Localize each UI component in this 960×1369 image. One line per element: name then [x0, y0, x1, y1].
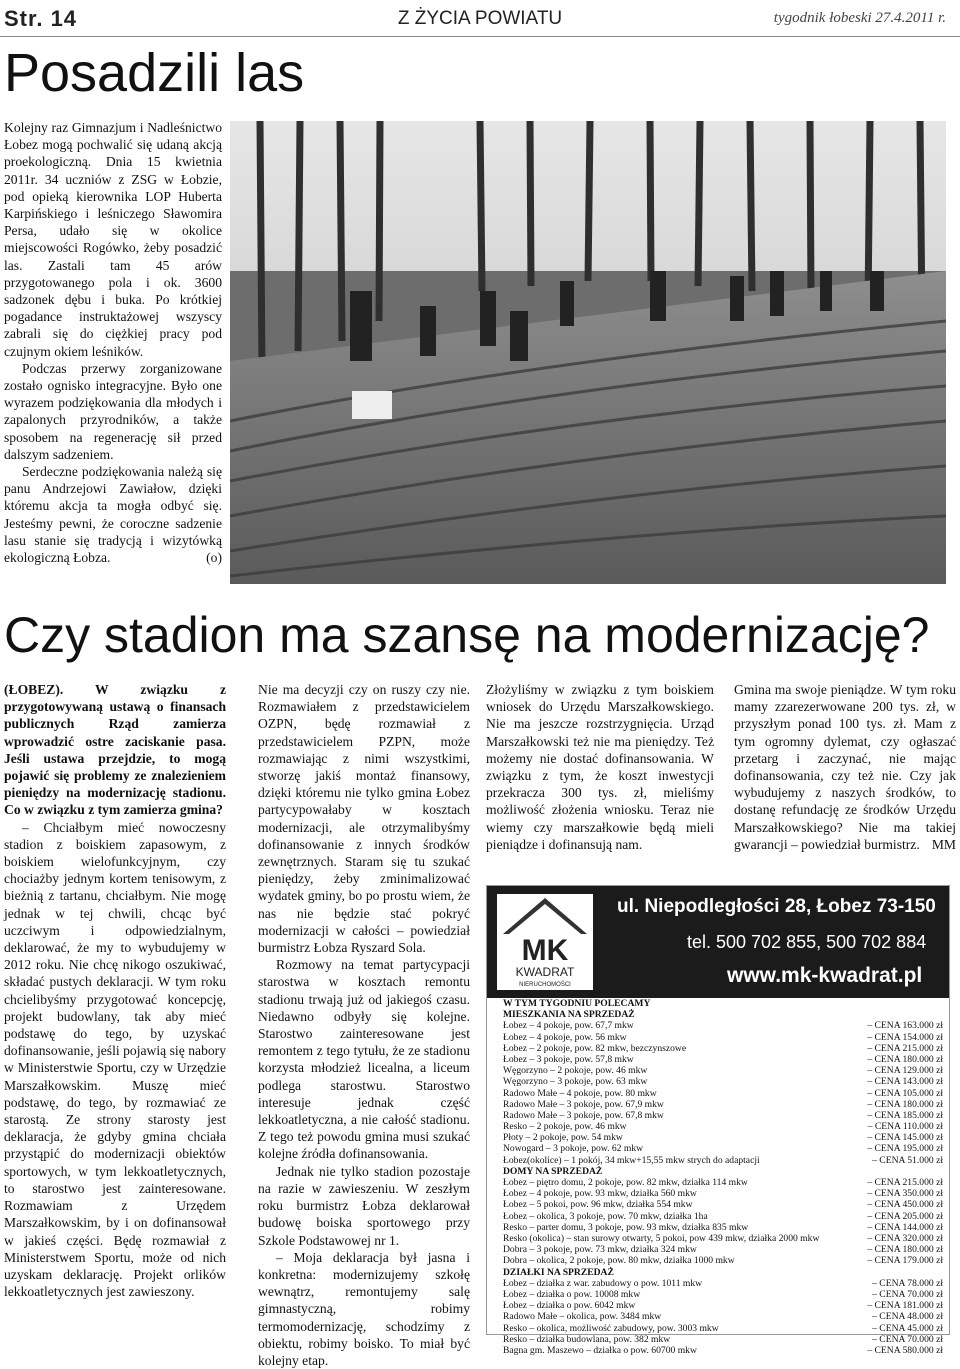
- paragraph: Złożyliśmy w związku z tym boiskiem wniosek do Urzędu Marszałkowskiego. Nie ma jeszcze rozstrzygnięcia. Urząd Marszałkowski też nie ma pieniędzy. Też możemy nie dostać dofinansowania. W związku z tym, że koszt inwestycji przekracza 300 tys. zł, mieliśmy możliwość złożenia wniosku. Teraz nie wiemy czy marszałkowie będą mieli pieniądze i dofinansują nam.: [486, 682, 714, 852]
- logo: [497, 894, 593, 990]
- article-body: [486, 681, 714, 853]
- listing-price: – CENA 105.000 zł: [867, 1087, 943, 1099]
- listing-description: Resko – 2 pokoje, pow. 46 mkw: [503, 1121, 627, 1133]
- listing-description: Dobra – okolica, 2 pokoje, pow. 80 mkw, działka 1000 mkw: [503, 1255, 735, 1267]
- listing-description: Radowo Małe – 3 pokoje, pow. 67,8 mkw: [503, 1109, 664, 1121]
- page-number: Str. 14: [4, 6, 78, 31]
- paragraph: Serdeczne podziękowania należą się panu Andrzejowi Zawiałow, dzięki któremu akcja ta mogła odbyć się. Jesteśmy pewni, że coroczne sadzenie lasu stanie się tradycją i wizytówką ekologiczną Łobza.: [4, 464, 222, 566]
- listing-price: – CENA 110.000 zł: [867, 1121, 943, 1133]
- article-body: [258, 681, 470, 1369]
- listing-description: Radowo Małe – okolica, pow. 3484 mkw: [503, 1311, 662, 1323]
- listing-price: – CENA 350.000 zł: [867, 1188, 943, 1200]
- issue-date: tygodnik łobeski 27.4.2011 r.: [773, 10, 946, 26]
- listing-row: [503, 1177, 943, 1188]
- listing-description: Nowogard – 3 pokoje, pow. 62 mkw: [503, 1143, 644, 1155]
- page-header: [0, 0, 960, 37]
- signature: MM: [931, 837, 956, 853]
- listing-row: [503, 1255, 943, 1266]
- listing-description: Łobez(okolice) – 1 pokój, 34 mkw+15,55 mkw strych do adaptacji: [503, 1154, 760, 1166]
- article-body: [4, 119, 222, 566]
- listing-description: Łobez – 4 pokoje, pow. 67,7 mkw: [503, 1020, 634, 1032]
- listing-row: [503, 1020, 943, 1031]
- listing-description: Bagna gm. Maszewo – działka o pow. 60700 mkw: [503, 1344, 697, 1356]
- listing-description: Resko – działka budowlana, pow. 382 mkw: [503, 1333, 671, 1345]
- listing-row: [503, 1155, 943, 1166]
- listing-row: [503, 1289, 943, 1300]
- listing-price: – CENA 450.000 zł: [867, 1199, 943, 1211]
- paragraph: – Chciałbym mieć nowoczesny stadion z boiskiem zapasowym, z boiskiem wielofunkcyjnym, czy chociażby jednym kortem tenisowym, z bieżnią z tartanu, chciałbym. Nie mogę jednak w tej chwili, chcąc być uczciwym i odpowiedzialnym, deklarować, że my to wybudujemy w 2012 roku. Nie chcę nikogo oszukiwać, składać pustych deklaracji. W tym roku chcielibyśmy przygotować koncepcję, projekt budowlany, tak aby mieć podstawę do tego, by uzyskać dofinansowanie, jeśli pojawią się nabory w Ministerstwie Sportu, czy w Urzędzie Marszałkowskim. Muszę mieć podstawę, do tego, by rozmawiać ze starostą. Ze strony starosty jest deklaracja, że gdyby gmina chciała przystąpić do modernizacji obiektów sportowych, w tym lekkoatletycznych, to starostwo jest zainteresowane. Rozmawiam z Urzędem Marszałkowskim, by i on dofinansował w jakieś części. Będę rozmawiał z Ministerstwem Sportu, może od nich uzyskam deklarację. Projekt orlików lekkoatletycznych jest zawieszony.: [4, 819, 226, 1300]
- listing-row: [503, 1054, 943, 1065]
- listing-price: – CENA 215.000 zł: [867, 1042, 943, 1054]
- listing-price: – CENA 580.000 zł: [867, 1344, 943, 1356]
- listing-row: [503, 1199, 943, 1210]
- paragraph: Rozmowy na temat partycypacji starostwa w kosztach remontu stadionu trwają już od jakiegoś czasu. Niedawno odbyły się kolejne. Starostwo zainteresowane jest remontem z tego tytułu, że ze stadionu korzysta młodzież licealna, a liceum podlega starostwu. Starostwo interesuje jednak część lekkoatletyczna, a nie całość stadionu. Z tego też powodu gmina musi szukać kolejne źródła dofinansowania.: [258, 957, 470, 1162]
- listing-price: – CENA 320.000 zł: [867, 1232, 943, 1244]
- listing-description: Łobez – działka o pow. 10008 mkw: [503, 1288, 641, 1300]
- listing-description: Płoty – 2 pokoje, pow. 54 mkw: [503, 1132, 623, 1144]
- paragraph: – Moja deklaracja był jasna i konkretna: modernizujemy szkołę wewnątrz, remontujemy salę gimnastyczną, robimy termomodernizację, schodzimy z obiektu, robimy boisko. To miał być kolejny etap.: [258, 1249, 470, 1368]
- listing-row: [503, 1088, 943, 1099]
- listing-row: [503, 1278, 943, 1289]
- listing-row: [503, 1311, 943, 1322]
- listing: [503, 998, 943, 1356]
- lead-paragraph: (ŁOBEZ). W związku z przygotowywaną ustawą o finansach publicznych Rząd zamierza wprowadzić ostre zaciskanie pasa. Jeśli ustawa przejdzie, to mogą pojawić się problemy ze znalezieniem pieniędzy na modernizację stadionu. Co w związku z tym zamierza gmina?: [4, 682, 226, 818]
- listing-price: – CENA 180.000 zł: [867, 1098, 943, 1110]
- listing-price: – CENA 181.000 zł: [867, 1300, 943, 1312]
- listing-description: Węgorzyno – 3 pokoje, pow. 63 mkw: [503, 1076, 648, 1088]
- listing-price: – CENA 51.000 zł: [872, 1154, 943, 1166]
- article-body: [4, 681, 226, 1300]
- listing-price: – CENA 180.000 zł: [867, 1053, 943, 1065]
- listing-heading: W TYM TYGODNIU POLECAMY: [503, 998, 651, 1009]
- listing-description: Łobez – piętro domu, 2 pokoje, pow. 82 mkw, działka 114 mkw: [503, 1177, 748, 1189]
- article-title: Posadzili las: [4, 43, 305, 103]
- listing-row: [503, 1121, 943, 1132]
- listing-price: – CENA 215.000 zł: [867, 1177, 943, 1189]
- listing-price: – CENA 195.000 zł: [867, 1143, 943, 1155]
- listing-row: [503, 1132, 943, 1143]
- paragraph: Podczas przerwy zorganizowane zostało ognisko integracyjne. Było one wyrazem podziękowania dla młodych i zapalonych przyrodników, a także sposobem na regenerację sił przed dalszym sadzeniem.: [4, 360, 222, 462]
- ad-header: [487, 886, 949, 998]
- real-estate-ad: [486, 885, 950, 1356]
- listing-row: [503, 1065, 943, 1076]
- listing-price: – CENA 154.000 zł: [867, 1031, 943, 1043]
- listing-price: – CENA 205.000 zł: [867, 1210, 943, 1222]
- flats-list: [503, 1020, 943, 1165]
- listing-price: – CENA 179.000 zł: [867, 1255, 943, 1267]
- listing-price: – CENA 180.000 zł: [867, 1244, 943, 1256]
- listing-row: [503, 1099, 943, 1110]
- photo-image: [230, 121, 946, 584]
- listing-row: [503, 1334, 943, 1345]
- listing-description: Dobra – 3 pokoje, pow. 73 mkw, działka 324 mkw: [503, 1244, 697, 1256]
- logo-subtext: KWADRAT: [515, 965, 575, 979]
- listing-section: MIESZKANIA NA SPRZEDAŻ: [503, 1009, 635, 1021]
- listing-price: – CENA 45.000 zł: [872, 1322, 943, 1334]
- ad-address: ul. Niepodległości 28, Łobez 73-150: [617, 896, 936, 917]
- listing-description: Łobez – 3 pokoje, pow. 57,8 mkw: [503, 1053, 634, 1065]
- listing-price: – CENA 143.000 zł: [867, 1076, 943, 1088]
- logo-subtext: NIERUCHOMOŚCI: [519, 982, 571, 988]
- plots-list: [503, 1278, 943, 1356]
- listing-description: Łobez – działka z war. zabudowy o pow. 1011 mkw: [503, 1277, 703, 1289]
- logo-text: MK: [521, 934, 569, 967]
- listing-price: – CENA 145.000 zł: [867, 1132, 943, 1144]
- ad-website[interactable]: www.mk-kwadrat.pl: [727, 964, 923, 987]
- forest-photo: [230, 121, 946, 584]
- article-body: [734, 681, 956, 853]
- paragraph: Kolejny raz Gimnazjum i Nadleśnictwo Łobez mogą pochwalić się udaną akcją proekologiczną. Dnia 15 kwietnia 2011r. 34 uczniów z ZSG w Łobzie, pod opieką kierownika LOP Huberta Karpińskiego i leśniczego Sławomira Persa, udało się w okolice miejscowości Rogówko, żeby posadzić las. Zastali tam 45 arów przygotowanego pola i ok. 3600 sadzonek dębu i buka. Po krótkiej pogadance instruktażowej wszyscy zabrali się do ciężkiej pracy pod czujnym okiem leśników.: [4, 120, 222, 359]
- signature: (o): [206, 550, 222, 566]
- listing-description: Łobez – działka o pow. 6042 mkw: [503, 1300, 636, 1312]
- listing-price: – CENA 163.000 zł: [867, 1020, 943, 1032]
- listing-description: Radowo Małe – 4 pokoje, pow. 80 mkw: [503, 1087, 657, 1099]
- listing-row: [503, 1323, 943, 1334]
- listing-section: DZIAŁKI NA SPRZEDAŻ: [503, 1266, 614, 1278]
- listing-price: – CENA 144.000 zł: [867, 1221, 943, 1233]
- listing-price: – CENA 129.000 zł: [867, 1065, 943, 1077]
- listing-description: Węgorzyno – 2 pokoje, pow. 46 mkw: [503, 1065, 648, 1077]
- listing-description: Resko (okolica) – stan surowy otwarty, 5 pokoi, pow 439 mkw, działka 2000 mkw: [503, 1232, 820, 1244]
- listing-description: Radowo Małe – 3 pokoje, pow. 67,9 mkw: [503, 1098, 664, 1110]
- listing-row: [503, 1143, 943, 1154]
- listing-price: – CENA 48.000 zł: [872, 1311, 943, 1323]
- listing-price: – CENA 78.000 zł: [872, 1277, 943, 1289]
- section-title: Z ŻYCIA POWIATU: [397, 8, 563, 29]
- listing-row: [503, 1043, 943, 1054]
- listing-description: Łobez – okolica, 3 pokoje, pow. 70 mkw, działka 1ha: [503, 1210, 708, 1222]
- article-title: Czy stadion ma szansę na modernizację?: [4, 607, 930, 663]
- listing-section: DOMY NA SPRZEDAŻ: [503, 1165, 603, 1177]
- listing-row: [503, 1244, 943, 1255]
- listing-row: [503, 1032, 943, 1043]
- listing-description: Łobez – 4 pokoje, pow. 93 mkw, działka 560 mkw: [503, 1188, 697, 1200]
- listing-row: [503, 1188, 943, 1199]
- listing-description: Łobez – 5 pokoi, pow. 96 mkw, działka 554 mkw: [503, 1199, 693, 1211]
- listing-price: – CENA 185.000 zł: [867, 1109, 943, 1121]
- paragraph: Jednak nie tylko stadion pozostaje na razie w zawieszeniu. W zeszłym roku burmistrz Łobza deklarował budowę boiska sportowego przy Szkole Podstawowej nr 1.: [258, 1163, 470, 1248]
- listing-row: [503, 1076, 943, 1087]
- listing-row: [503, 1300, 943, 1311]
- listing-row: [503, 1211, 943, 1222]
- paragraph: Nie ma decyzji czy on ruszy czy nie. Rozmawiałem z przedstawicielem OZPN, będę rozmawiał z przedstawicielem PZPN, może rozmawiając z nimi wszystkimi, stworzę jakiś montaż finansowy, dzięki któremu nie tylko gmina Łobez partycypowałaby w kosztach modernizacji, ale otrzymalibyśmy dofinansowanie z innych środków zewnętrznych. Staram się tu szukać pieniędzy, żeby zminimalizować wydatek gminy, bo po prostu wiem, że nas nie będzie stać pokryć modernizacji w całości – powiedział burmistrz Łobza Ryszard Sola.: [258, 682, 470, 956]
- listing-description: Łobez – 2 pokoje, pow. 82 mkw, bezczynszowe: [503, 1042, 687, 1054]
- listing-description: Resko – parter domu, 3 pokoje, pow. 93 mkw, działka 835 mkw: [503, 1221, 749, 1233]
- ad-phone: tel. 500 702 855, 500 702 884: [687, 932, 927, 952]
- listing-row: [503, 1345, 943, 1356]
- listing-row: [503, 1222, 943, 1233]
- listing-price: – CENA 70.000 zł: [872, 1333, 943, 1345]
- paragraph: Gmina ma swoje pieniądze. W tym roku mamy zzarezerwowane 200 tys. zł, w przyszłym ponad 100 tys. zł. Mam z tym ogromny dylemat, czy ogłaszać przetarg i zaczynać, nie mając dofinansowania, czy też nie. Czy jak wybudujemy z naszych środków, to dostanę refundację ze środków Urzędu Marszałkowskiego? Nie ma takiej gwarancji – powiedział burmistrz.: [734, 682, 956, 852]
- listing-price: – CENA 70.000 zł: [872, 1288, 943, 1300]
- houses-list: [503, 1177, 943, 1267]
- listing-row: [503, 1233, 943, 1244]
- listing-row: [503, 1110, 943, 1121]
- listing-description: Łobez – 4 pokoje, pow. 56 mkw: [503, 1031, 627, 1043]
- listing-description: Resko – okolica, możliwość zabudowy, pow. 3003 mkw: [503, 1322, 719, 1334]
